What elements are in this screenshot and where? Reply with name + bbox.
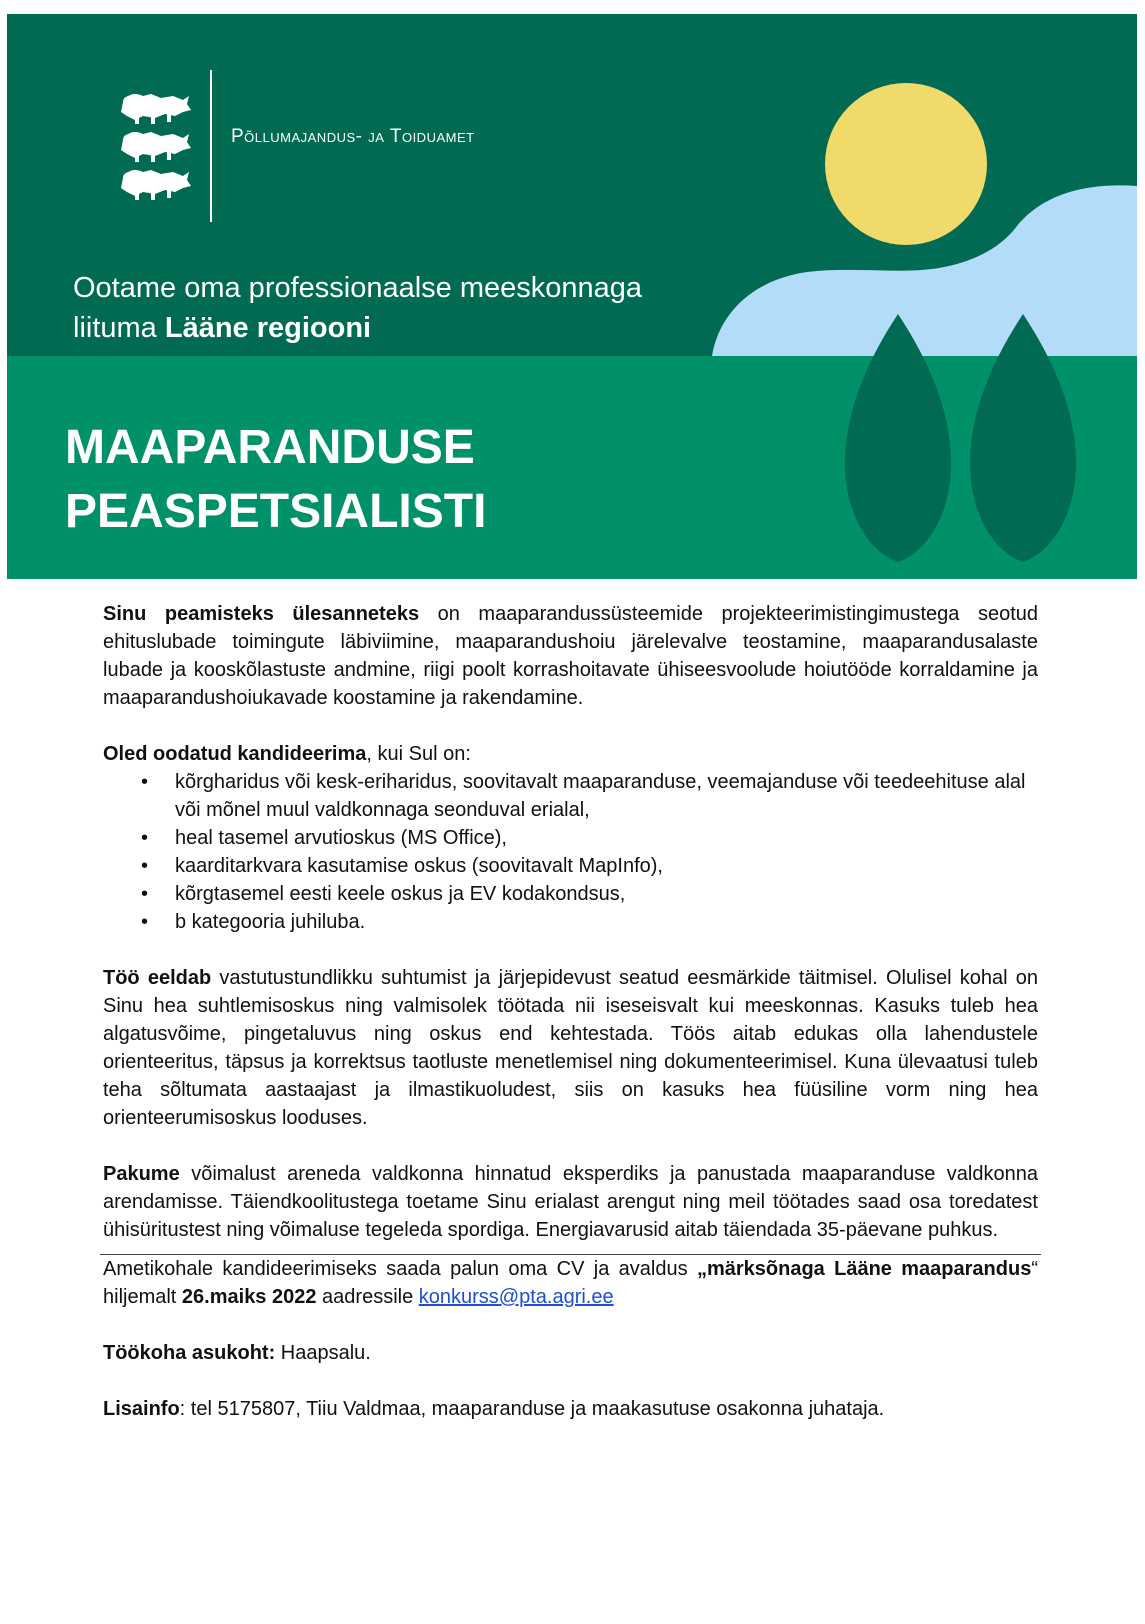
- application-text-3: aadressile: [316, 1286, 419, 1308]
- logo-divider: [210, 70, 212, 222]
- requirements-list: [103, 768, 1038, 936]
- location-paragraph: [103, 1339, 1038, 1367]
- estonian-coat-of-arms-icon: [117, 90, 197, 202]
- offer-paragraph: [103, 1160, 1038, 1244]
- tasks-lead: Sinu peamisteks ülesanneteks: [103, 603, 420, 625]
- tagline-region: Lääne regiooni: [164, 312, 372, 344]
- tagline-line2: liituma: [73, 312, 165, 344]
- tagline-line1: Ootame oma professionaalse meeskonnaga: [73, 272, 643, 304]
- location-label: Töökoha asukoht:: [103, 1342, 276, 1364]
- location-value: Haapsalu.: [275, 1342, 371, 1364]
- info-label: Lisainfo: [103, 1398, 180, 1420]
- header-banner: [7, 14, 1137, 579]
- info-paragraph: [103, 1395, 1038, 1423]
- requirements-intro: [103, 740, 1038, 768]
- tasks-paragraph: [103, 600, 1038, 712]
- list-item: • heal tasemel arvutioskus (MS Office),: [175, 824, 1038, 852]
- tasks-text: on maaparandussüsteemide projekteerimistingimustega seotud ehituslubade toimingute läbiviimine, maaparandushoiu järelevalve teostamine, maaparandusalaste lubade ja kooskõlastuste andmine, riigi poolt korrashoitavate ühiseesvoolude hoiutööde korraldamine ja maaparandushoiukavade koostamine ja rakendamine.: [103, 603, 1038, 709]
- application-paragraph: [103, 1255, 1038, 1311]
- application-text: Ametikohale kandideerimiseks saada palun oma CV ja avaldus: [103, 1258, 697, 1280]
- info-value: : tel 5175807, Tiiu Valdmaa, maaparanduse ja maakasutuse osakonna juhataja.: [179, 1398, 885, 1420]
- list-item: • kaarditarkvara kasutamise oskus (soovitavalt MapInfo),: [175, 852, 1038, 880]
- work-paragraph: [103, 964, 1038, 1132]
- job-description: [103, 600, 1038, 1423]
- requirements-lead: Oled oodatud kandideerima: [103, 743, 367, 765]
- offer-text: võimalust areneda valdkonna hinnatud eksperdiks ja panustada maaparanduse valdkonna arendamisse. Täiendkoolitustega toetame Sinu erialast arengut ning meil töötades saad osa toredatest ühisüritustest ning võimaluse tegeleda spordiga. Energiavarusid aitab täiendada 35-päevane puhkus.: [103, 1163, 1038, 1241]
- title-line1: MAAPARANDUSE: [65, 421, 475, 474]
- position-title: [65, 416, 765, 544]
- tagline: [73, 268, 793, 348]
- email-link[interactable]: konkurss@pta.agri.ee: [418, 1286, 614, 1308]
- sun-shape: [825, 83, 987, 245]
- offer-lead: Pakume: [103, 1163, 180, 1185]
- application-deadline: 26.maiks 2022: [181, 1286, 317, 1308]
- title-line2: PEASPETSIALISTI: [65, 485, 487, 538]
- list-item: • kõrgtasemel eesti keele oskus ja EV kodakondsus,: [175, 880, 1038, 908]
- agency-name: Põllumajandus- ja Toiduamet: [231, 126, 475, 147]
- work-lead: Töö eeldab: [103, 967, 212, 989]
- requirements-intro-text: , kui Sul on:: [366, 743, 471, 765]
- list-item: • b kategooria juhiluba.: [175, 908, 1038, 936]
- work-text: vastutustundlikku suhtumist ja järjepidevust seatud eesmärkide täitmisel. Olulisel kohal on Sinu hea suhtlemisoskus ning valmisolek töötada nii iseseisvalt kui meeskonnas. Kasuks tuleb hea algatusvõime, pingetaluvus ning oskus end kehtestada. Töös aitab edukas olla lahendustele orienteeritus, täpsus ja korrektsus taotluste menetlemisel ning dokumenteerimisel. Kuna ülevaatusi tuleb teha sõltumata aastaajast ja ilmastikuoludest, siis on kasuks hea füüsiline vorm ning hea orienteerumisoskus looduses.: [103, 967, 1039, 1129]
- application-keyword: „märksõnaga Lääne maaparandus: [696, 1258, 1032, 1280]
- application-text-2: “ hiljemalt: [103, 1258, 1038, 1308]
- list-item: • kõrgharidus või kesk-eriharidus, soovitavalt maaparanduse, veemajanduse või teedeehituse alal või mõnel muul valdkonnaga seonduval erialal,: [175, 768, 1038, 824]
